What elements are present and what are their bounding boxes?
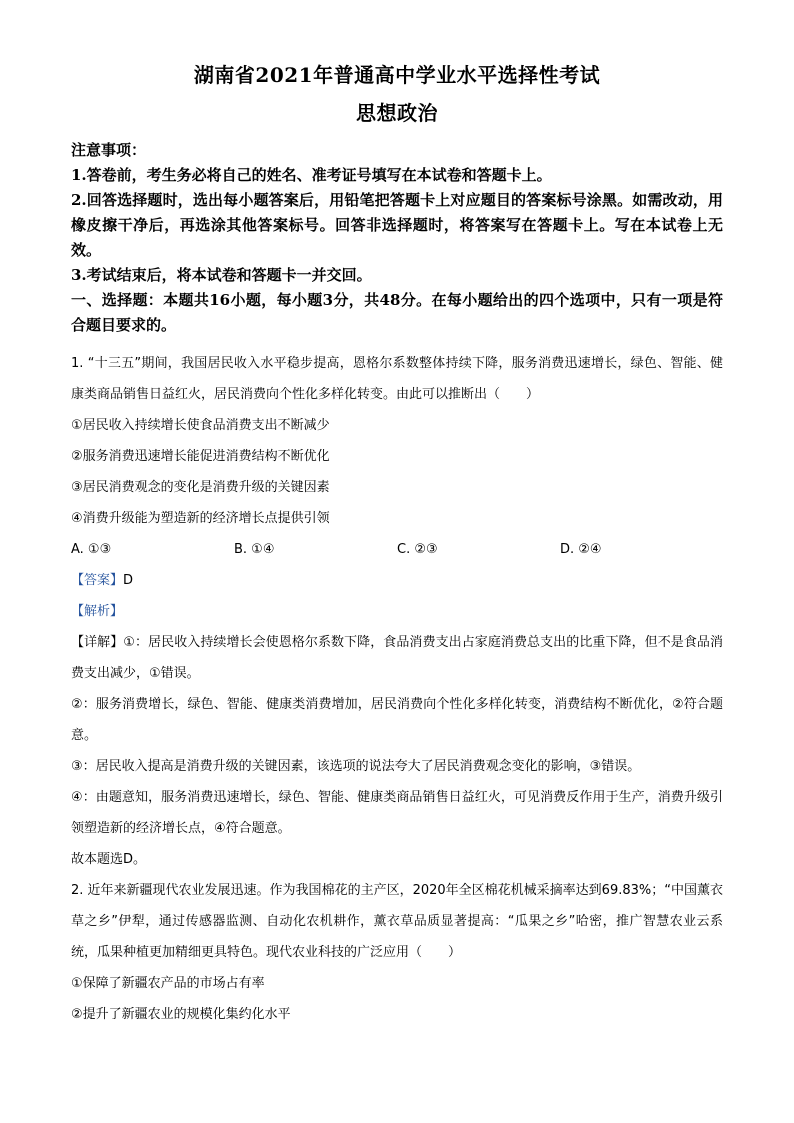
conclusion: 故本题选D。 (71, 852, 147, 867)
detail-line: ③：居民收入提高是消费升级的关键因素，该选项的说法夸大了居民消费观念变化的影响，③错误。 (71, 759, 641, 774)
question-stem: 1. “十三五”期间，我国居民收入水平稳步提高，恩格尔系数整体持续下降，服务消费迅速增长，绿色、智能、健康类商品销售日益红火，居民消费向个性化多样化转变。由此可以推断出（ ） (71, 356, 723, 402)
statement: ①居民收入持续增长使食品消费支出不断减少 (71, 418, 330, 433)
detail-tag: 【详解】 (71, 635, 124, 650)
instructions-heading: 注意事项： (71, 141, 147, 159)
question-2 (71, 875, 723, 1030)
statement: ②服务消费迅速增长能促进消费结构不断优化 (71, 449, 330, 464)
subject-title: 思想政治 (356, 101, 438, 125)
statement: ①保障了新疆农产品的市场占有率 (71, 976, 265, 991)
option-d: D. ②④ (560, 542, 602, 557)
detail-line (71, 627, 723, 689)
instruction-item: 1.答卷前，考生务必将自己的姓名、准考证号填写在本试卷和答题卡上。 (71, 166, 552, 184)
answer-tag: 【答案】 (71, 573, 124, 588)
detail-text: ①：居民收入持续增长会使恩格尔系数下降，食品消费支出占家庭消费总支出的比重下降，但不是食品消费支出减少，①错误。 (71, 635, 723, 681)
exam-page (71, 60, 723, 1030)
statement: ②提升了新疆农业的规模化集约化水平 (71, 1007, 291, 1022)
question-1 (71, 348, 723, 875)
statement: ④消费升级能为塑造新的经济增长点提供引领 (71, 511, 330, 526)
option-c: C. ②③ (397, 542, 438, 557)
instruction-item: 2.回答选择题时，选出每小题答案后，用铅笔把答题卡上对应题目的答案标号涂黑。如需改动，用橡皮擦干净后，再选涂其他答案标号。回答非选择题时，将答案写在答题卡上。写在本试卷上无效。 (71, 191, 723, 259)
instruction-item: 3.考试结束后，将本试卷和答题卡一并交回。 (71, 266, 372, 284)
answer-line (71, 565, 723, 596)
question-stem: 2. 近年来新疆现代农业发展迅速。作为我国棉花的主产区，2020年全区棉花机械采摘率达到69.83%；“中国薰衣草之乡”伊犁，通过传感器监测、自动化农机耕作，薰衣草品质显著提高：“瓜果之乡”哈密，推广智慧农业云系统，瓜果种植更加精细更具特色。现代农业科技的广泛应用（ ） (71, 883, 723, 960)
answer-value: D (123, 573, 134, 588)
option-a: A. ①③ (71, 542, 112, 557)
analysis-tag: 【解析】 (71, 604, 124, 619)
section-heading: 一、选择题：本题共16小题，每小题3分，共48分。在每小题给出的四个选项中，只有一项是符合题目要求的。 (71, 291, 723, 334)
detail-line: ②：服务消费增长，绿色、智能、健康类消费增加，居民消费向个性化多样化转变，消费结构不断优化，②符合题意。 (71, 697, 723, 743)
statement: ③居民消费观念的变化是消费升级的关键因素 (71, 480, 330, 495)
option-b: B. ①④ (234, 542, 275, 557)
answer-options (71, 534, 723, 565)
detail-line: ④：由题意知，服务消费迅速增长，绿色、智能、健康类商品销售日益红火，可见消费反作用于生产，消费升级引领塑造新的经济增长点，④符合题意。 (71, 790, 723, 836)
instructions (71, 138, 723, 338)
exam-title: 湖南省2021年普通高中学业水平选择性考试 (193, 63, 601, 87)
analysis-line (71, 596, 723, 627)
